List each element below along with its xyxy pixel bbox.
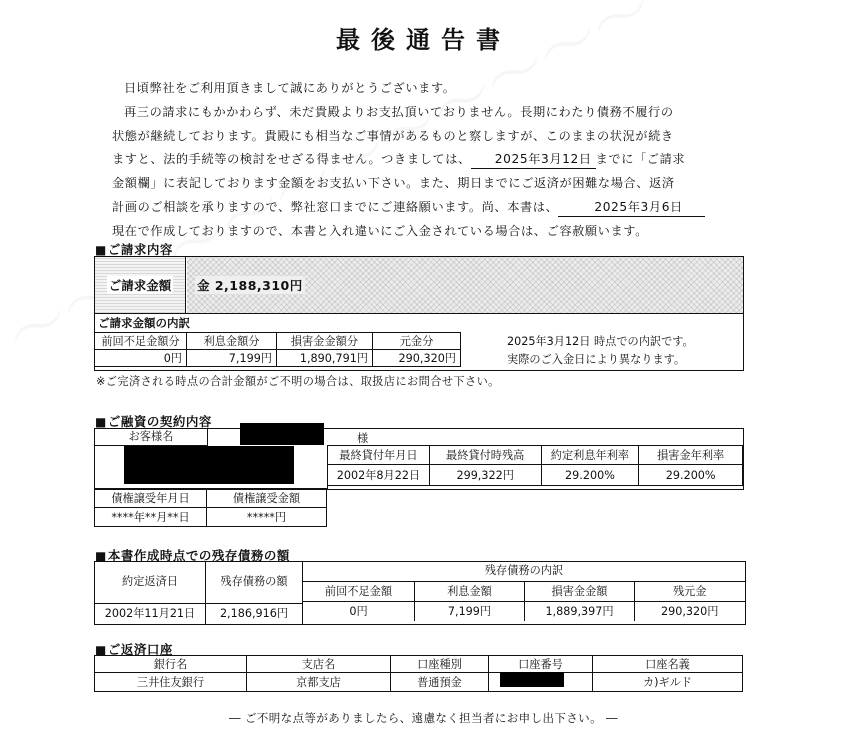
remaining-heading: ■本書作成時点での残存債務の額 [95,548,290,563]
transfer-value: *****円 [207,508,327,527]
billing-breakdown-table [94,332,461,367]
account-col-header: 銀行名 [95,656,247,673]
letter-line-3: 状態が継続しております。貴殿にも相当なご事情があるものと察しますが、このままの状況が続き [112,128,674,143]
billing-col-header: 元金分 [373,333,461,350]
billing-amount-value-cell [187,257,743,313]
remaining-col-header: 残元金 [635,581,745,602]
letter-line-2: 再三の請求にもかかわらず、未だ貴殿よりお支払頂いておりません。長期にわたり債務不履行の [124,104,674,119]
honorific: 様 [357,432,369,445]
transfer-col-header: 債権譲受年月日 [95,489,207,508]
account-col-header: 口座名義 [593,656,743,673]
billing-value: 7,199円 [187,350,277,367]
remaining-breakdown-label: 残存債務の内訳 [303,562,745,582]
remaining-col-header: 前回不足金額 [303,581,415,602]
remaining-value: 7,199円 [415,602,525,622]
letter-body [112,77,732,244]
redacted-account-number [500,672,564,687]
square-bullet-icon: ■ [95,415,107,429]
letter-line-6: 計画のご相談を承りますので、弊社窓口までにご連絡願います。尚、本書は、 2025年3月6日 [112,196,732,220]
billing-amount-label: ご請求金額 [95,257,186,313]
contract-heading: ■ご融資の契約内容 [95,414,212,429]
square-bullet-icon: ■ [95,643,107,657]
remaining-value: 1,889,397円 [525,602,635,622]
remaining-value: 0円 [303,602,415,622]
account-col-header: 口座種別 [391,656,489,673]
contract-value: 29.200% [639,465,743,486]
transfer-table [94,488,327,527]
remaining-due-label: 約定返済日 [95,562,206,604]
account-type: 普通預金 [391,673,489,692]
letter-line-5: 金額欄」に表記しております金額をお支払い下さい。また、期日までにご返済が困難な場合、返済 [112,176,675,191]
transfer-value: ****年**月**日 [95,508,207,527]
redacted-customer-name [240,423,324,445]
redacted-customer-name [124,446,294,484]
contract-value: 299,322円 [429,465,541,486]
contract-terms [327,445,743,486]
customer-name-label: お客様名 [95,429,208,446]
contract-col-header: 最終貸付時残高 [429,446,541,465]
contract-value: 2002年8月22日 [328,465,430,486]
square-bullet-icon: ■ [95,243,107,257]
account-table [94,655,743,692]
remaining-due-value: 2002年11月21日 [95,604,206,624]
billing-col-header: 利息金額分 [187,333,277,350]
transfer-col-header: 債権譲受金額 [207,489,327,508]
letter-line-7: 現在で作成しておりますので、本書と入れ違いにご入金されている場合は、ご容赦願います。 [112,223,648,238]
account-holder: カ)ギルド [593,673,743,692]
due-date: 2025年3月12日 [471,151,596,169]
account-col-header: 支店名 [247,656,391,673]
issue-date: 2025年3月6日 [558,199,705,217]
billing-col-header: 前回不足金額分 [95,333,187,350]
letter-line-4: ますと、法的手続等の検討をせざる得ません。つきましては、 2025年3月12日 までに「ご請求 [112,148,732,172]
branch-name: 京都支店 [247,673,391,692]
contract-value: 29.200% [541,465,639,486]
billing-breakdown [94,313,744,371]
remaining-amount-label: 残存債務の額 [206,562,303,604]
contract-col-header: 約定利息年利率 [541,446,639,465]
remaining-col-header: 利息金額 [415,581,525,602]
remaining-col-header: 損害金金額 [525,581,635,602]
remaining-table [94,561,746,625]
billing-breakdown-heading: ご請求金額の内訳 [98,316,190,330]
contract-col-header: 損害金年利率 [639,446,743,465]
billing-heading: ■ご請求内容 [95,242,173,257]
contract-col-header: 最終貸付年月日 [328,446,430,465]
billing-footnote: ※ご完済される時点の合計金額がご不明の場合は、取扱店にお問合せ下さい。 [96,375,500,388]
billing-side-note-2: 実際のご入金日により異なります。 [507,353,686,366]
billing-amount-box [94,256,744,314]
billing-value: 1,890,791円 [277,350,373,367]
account-col-header: 口座番号 [489,656,593,673]
bank-name: 三井住友銀行 [95,673,247,692]
billing-value: 290,320円 [373,350,461,367]
remaining-amount-value: 2,186,916円 [206,604,303,624]
remaining-value: 290,320円 [635,602,745,622]
billing-amount-value: 金 2,188,310円 [197,278,303,293]
document-title: 最後通告書 [336,25,511,54]
billing-value: 0円 [95,350,187,367]
billing-side-note-1: 2025年3月12日 時点での内訳です。 [507,335,694,348]
square-bullet-icon: ■ [95,549,107,563]
billing-col-header: 損害金金額分 [277,333,373,350]
letter-line-1: 日頃弊社をご利用頂きまして誠にありがとうございます。 [124,81,456,95]
footer-note: ― ご不明な点等がありましたら、遠慮なく担当者にお申し出下さい。 ― [229,711,618,725]
remaining-breakdown-table [302,581,745,621]
account-heading: ■ご返済口座 [95,642,173,657]
